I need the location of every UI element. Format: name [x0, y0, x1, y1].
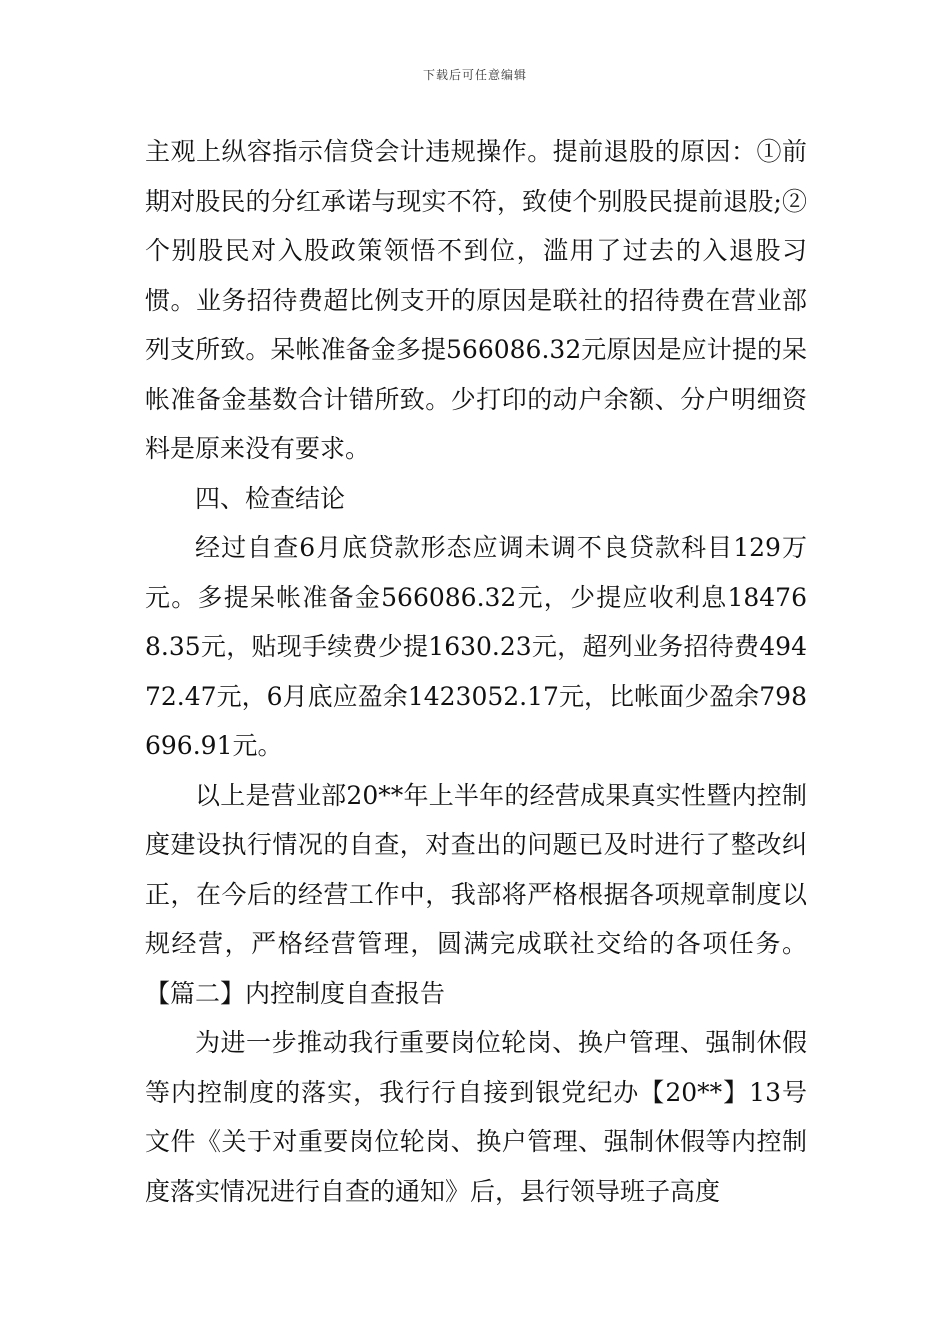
section-heading: 四、检查结论 — [195, 483, 346, 513]
page-header: 下载后可任意编辑 — [422, 68, 527, 82]
paragraph-continuation: 主观上纵容指示信贷会计违规操作。提前退股的原因：①前期对股民的分红承诺与现实不符，致使个别股民提前退股;②个别股民对入股政策领悟不到位，滥用了过去的入退股习惯。业务招待费超比例支开的原因是联社的招待费在营业部列支所致。呆帐准备金多提566086.32元原因是应计提的呆帐准备金基数合计错所致。少打印的动户余额、分户明细资料是原来没有要求。 — [145, 137, 807, 463]
paragraph-summary: 以上是营业部20**年上半年的经营成果真实性暨内控制度建设执行情况的自查，对查出的问题已及时进行了整改纠正，在今后的经营工作中，我部将严格根据各项规章制度以规经营，严格经营管理，圆满完成联社交给的各项任务。【篇二】内控制度自查报告 — [145, 780, 807, 1008]
document-body — [145, 127, 807, 1216]
paragraph-conclusion: 经过自查6月底贷款形态应调未调不良贷款科目129万元。多提呆帐准备金566086.32元，少提应收利息184768.35元，贴现手续费少提1630.23元，超列业务招待费49472.47元，6月底应盈余1423052.17元，比帐面少盈余798696.91元。 — [145, 533, 807, 760]
paragraph-report-two: 为进一步推动我行重要岗位轮岗、换户管理、强制休假等内控制度的落实，我行行自接到银党纪办【20**】13号文件《关于对重要岗位轮岗、换户管理、强制休假等内控制度落实情况进行自查的通知》后，县行领导班子高度 — [145, 1028, 807, 1206]
